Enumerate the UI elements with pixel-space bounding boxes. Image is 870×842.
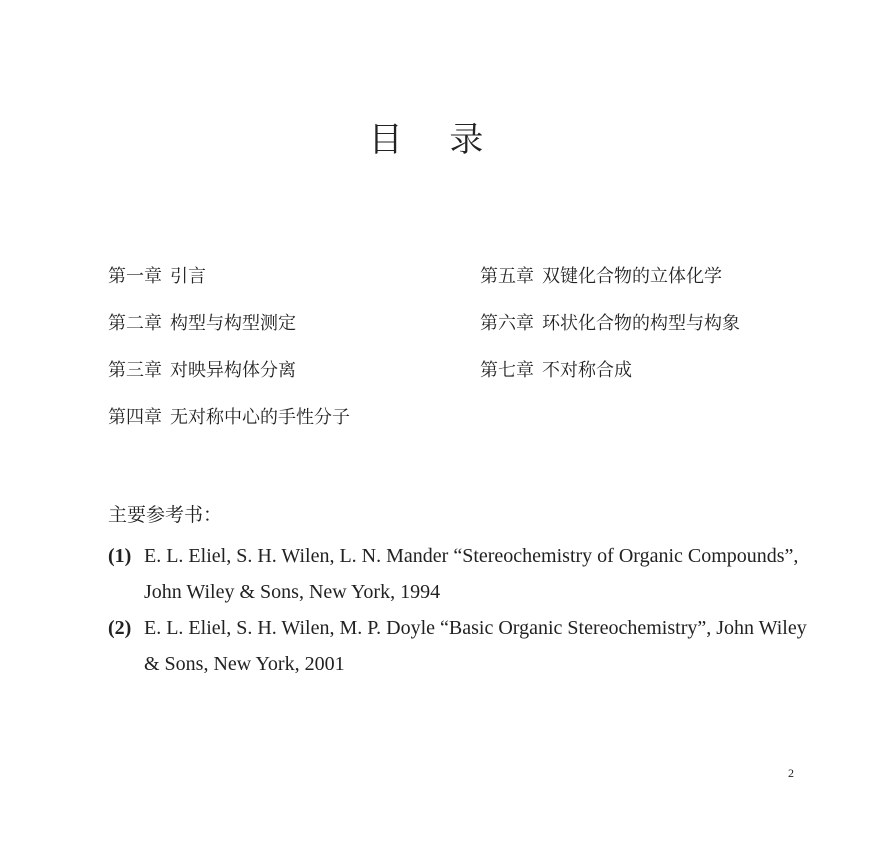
toc-right-column (480, 262, 740, 403)
chapter-number: 第六章 (480, 313, 534, 334)
chapter-number: 第一章 (108, 266, 162, 287)
toc-item-chapter-4 (108, 403, 350, 450)
chapter-title: 对映异构体分离 (170, 360, 296, 381)
chapter-number: 第二章 (108, 313, 162, 334)
chapter-title: 引言 (170, 266, 206, 287)
toc-item-chapter-2 (108, 309, 350, 356)
page-title: 目 录 (368, 120, 502, 160)
reference-marker: (1) (108, 545, 132, 567)
chapter-number: 第三章 (108, 360, 162, 381)
chapter-title: 不对称合成 (542, 360, 632, 381)
toc-item-chapter-5 (480, 262, 740, 309)
page-number: 2 (788, 766, 794, 780)
chapter-title: 双键化合物的立体化学 (542, 266, 722, 287)
toc-item-chapter-3 (108, 356, 350, 403)
reference-text: E. L. Eliel, S. H. Wilen, L. N. Mander “Stereochemistry of Organic Compounds”, John Wiley & Sons, New York, 1994 (144, 545, 799, 603)
chapter-number: 第五章 (480, 266, 534, 287)
toc-item-chapter-1 (108, 262, 350, 309)
reference-marker: (2) (108, 617, 132, 639)
toc-left-column (108, 262, 350, 450)
chapter-title: 构型与构型测定 (170, 313, 296, 334)
chapter-title: 环状化合物的构型与构象 (542, 313, 740, 334)
chapter-number: 第七章 (480, 360, 534, 381)
reference-item (108, 610, 808, 682)
reference-item (108, 538, 808, 610)
references-heading: 主要参考书： (108, 504, 223, 526)
chapter-number: 第四章 (108, 407, 162, 428)
chapter-title: 无对称中心的手性分子 (170, 407, 350, 428)
toc-item-chapter-7 (480, 356, 740, 403)
reference-text: E. L. Eliel, S. H. Wilen, M. P. Doyle “Basic Organic Stereochemistry”, John Wiley & Sons, New York, 2001 (144, 617, 807, 675)
toc-item-chapter-6 (480, 309, 740, 356)
